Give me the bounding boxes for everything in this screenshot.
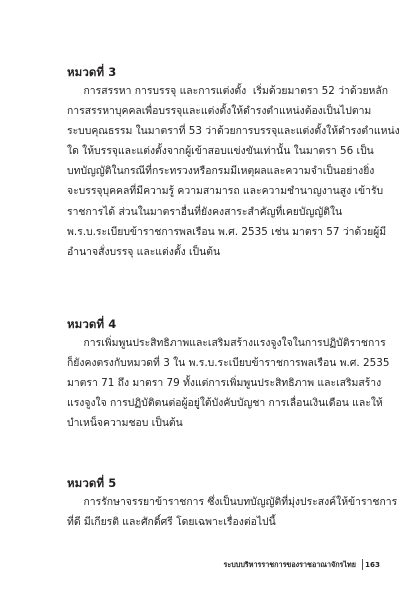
paragraph-line: การรักษาจรรยาข้าราชการ ซึ่งเป็นบทบัญญัติที่มุ่งประสงค์ให้ข้าราชการ [67,496,398,508]
paragraph-line: แรงจูงใจ การปฏิบัติตนต่อผู้อยู่ใต้บังคับบัญชา การเลื่อนเงินเดือน และให้ [67,397,383,410]
footer-book-title: ระบบบริหารราชการของราชอาณาจักรไทย [223,560,356,569]
page-footer [190,557,383,573]
paragraph-line: มาตรา 71 ถึง มาตรา 79 ทั้งแต่การเพิ่มพูนประสิทธิภาพ และเสริมสร้าง [67,377,382,390]
section-heading-4: หมวดที่ 4 [67,317,117,331]
paragraph-line: พ.ร.บ.ระเบียบข้าราชการพลเรือน พ.ศ. 2535 เช่น มาตรา 57 ว่าด้วยผู้มี [67,225,387,238]
paragraph-line: จะบรรจุบุคคลที่มีความรู้ ความสามารถ และความชำนาญงานสูง เข้ารับ [67,185,384,198]
paragraph-line: บทบัญญัติในกรณีที่กระทรวงหรือกรมมีเหตุผลและความจำเป็นอย่างยิ่ง [67,165,375,178]
paragraph-line: ระบบคุณธรรม ในมาตราที่ 53 ว่าด้วยการบรรจุและแต่งตั้งให้ดำรงตำแหน่ง [67,125,400,138]
section-paragraph-4 [67,333,390,433]
paragraph-line: บำเหน็จความชอบ เป็นต้น [67,417,183,430]
page-number: 163 [364,560,380,569]
paragraph-line: อำนาจสั่งบรรจุ และแต่งตั้ง เป็นต้น [67,245,221,258]
paragraph-line: การเพิ่มพูนประสิทธิภาพและเสริมสร้างแรงจูงใจในการปฏิบัติราชการ [67,337,386,349]
section-paragraph-5 [67,492,398,532]
section-paragraph-3 [67,81,400,262]
paragraph-line: การสรรหา การบรรจุ และการแต่งตั้ง เริ่มด้วยมาตรา 52 ว่าด้วยหลัก [67,85,389,97]
section-heading-3: หมวดที่ 3 [67,65,117,79]
footer-divider [362,559,363,570]
paragraph-line: ก็ยังคงตรงกับหมวดที่ 3 ใน พ.ร.บ.ระเบียบข้าราชการพลเรือน พ.ศ. 2535 [67,357,390,370]
paragraph-line: การสรรหาบุคคลเพื่อบรรจุและแต่งตั้งให้ดำรงตำแหน่งต้องเป็นไปตาม [67,105,372,118]
paragraph-line: ที่ดี มีเกียรติ และศักดิ์ศรี โดยเฉพาะเรื่องต่อไปนี้ [67,516,276,529]
paragraph-line: ใด ให้บรรจุและแต่งตั้งจากผู้เข้าสอบแข่งขันเท่านั้น ในมาตรา 56 เป็น [67,145,374,158]
paragraph-line: ราชการได้ ส่วนในมาตราอื่นที่ยังคงสาระสำคัญที่เคยบัญญัติใน [67,205,343,218]
section-heading-5: หมวดที่ 5 [67,476,117,490]
